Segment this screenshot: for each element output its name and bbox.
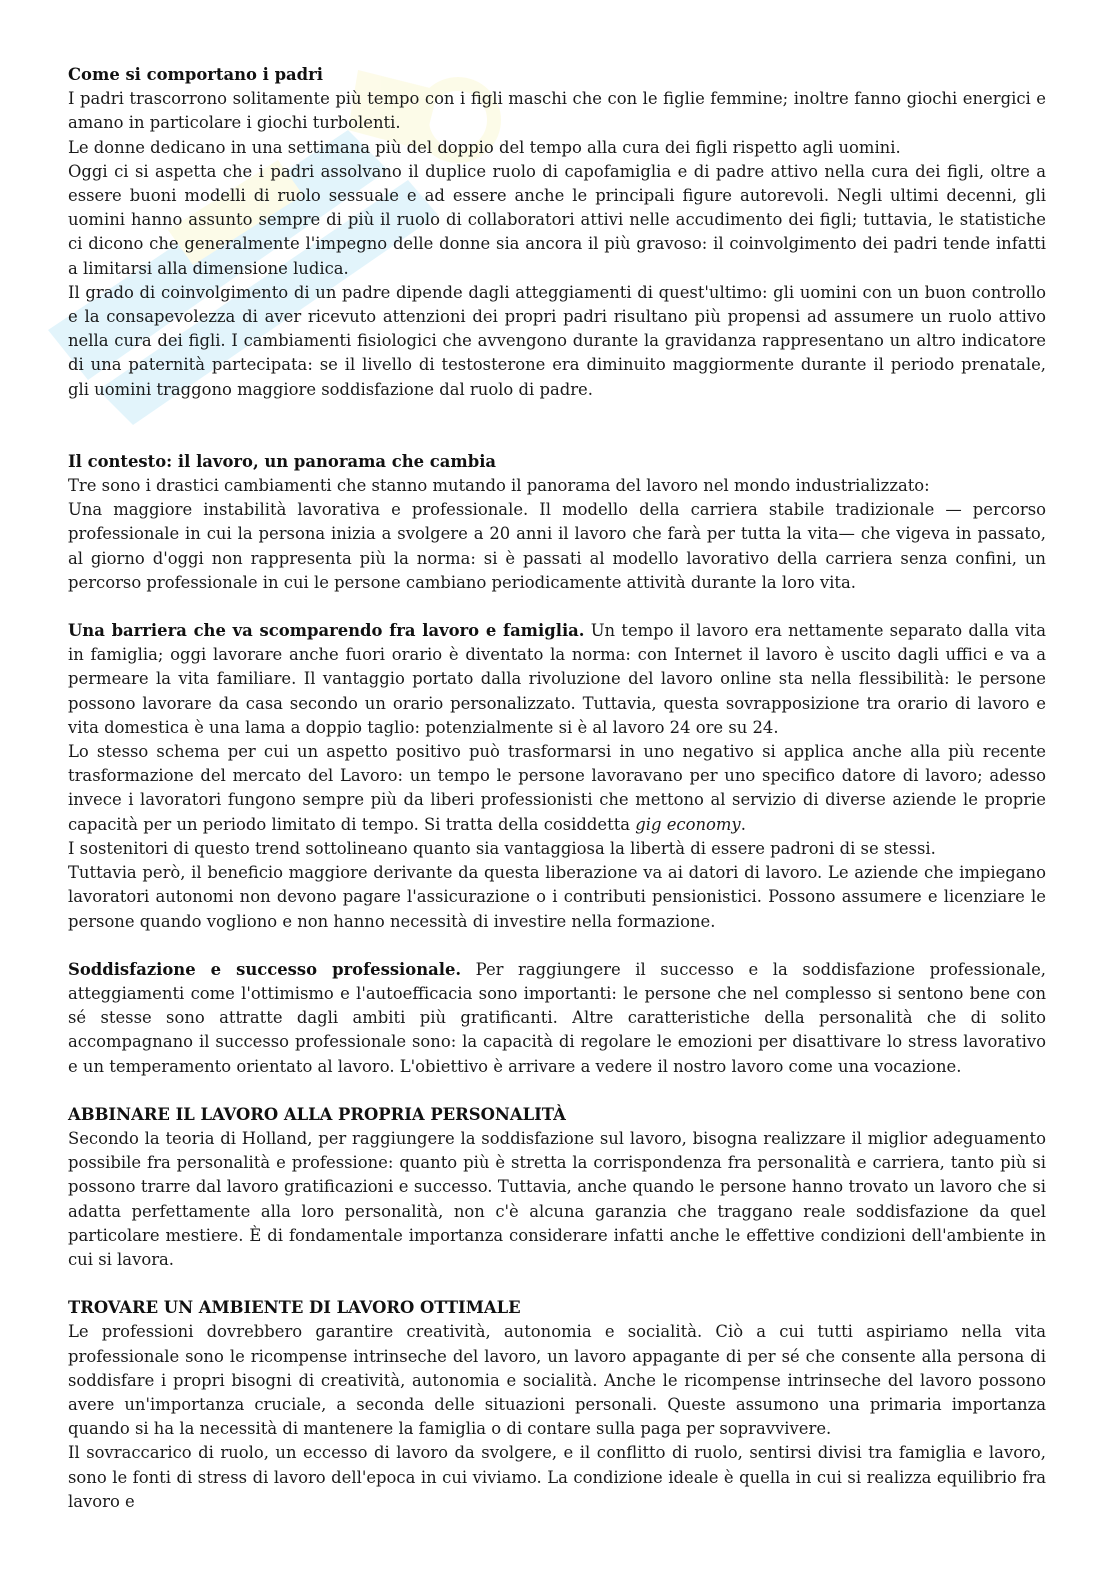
paragraph-text: Per raggiungere il successo e la soddisfazione professionale, atteggiamenti come l'ottimismo e l'autoefficacia sono importanti: le persone che nel complesso si sentono bene con sé stesse sono attratte dagli ambiti più gratificanti. Altre caratteristiche della personalità che di solito accompagnano il successo professionale sono: la capacità di regolare le emozioni per disattivare lo stress lavorativo e un temperamento orientato al lavoro. L'obiettivo è arrivare a vedere il nostro lavoro come una vocazione.	[68, 959, 1046, 1076]
section-title-padri: Come si comportano i padri	[68, 65, 323, 84]
lead-barriera: Una barriera che va scomparendo fra lavoro e famiglia.	[68, 621, 585, 641]
spacer	[68, 934, 1046, 958]
spacer	[68, 1079, 1046, 1103]
paragraph: Una maggiore instabilità lavorativa e professionale. Il modello della carriera stabile tradizionale — percorso professionale in cui la persona inizia a svolgere a 20 anni il lavoro che farà per tutta la vita— che vigeva in passato, al giorno d'oggi non rappresenta più la norma: si è passati al modello lavorativo della carriera senza confini, un percorso professionale in cui le persone cambiano periodicamente attività durante la loro vita.	[68, 500, 1046, 592]
paragraph-gig-economy	[68, 740, 1046, 837]
paragraph: Secondo la teoria di Holland, per raggiungere la soddisfazione sul lavoro, bisogna realizzare il miglior adeguamento possibile fra personalità e professione: quanto più è stretta la corrispondenza fra personalità e carriera, tanto più si possono trarre dal lavoro gratificazioni e successo. Tuttavia, anche quando le persone hanno trovato un lavoro che si adatta perfettamente alla loro personalità, non c'è alcuna garanzia che traggano reale soddisfazione da quel particolare mestiere. È di fondamentale importanza considerare infatti anche le effettive condizioni dell'ambiente in cui si lavora.	[68, 1128, 1046, 1269]
spacer	[68, 1272, 1046, 1296]
section-title-contesto: Il contesto: il lavoro, un panorama che cambia	[68, 451, 497, 471]
spacer	[68, 402, 1046, 450]
paragraph-text: .	[740, 814, 746, 834]
document-body	[68, 63, 1046, 1514]
paragraph: Le professioni dovrebbero garantire creatività, autonomia e socialità. Ciò a cui tutti aspiriamo nella vita professionale sono le ricompense intrinseche del lavoro, un lavoro appagante di per sé che consente alla persona di soddisfare i propri bisogni di creatività, autonomia e socialità. Anche le ricompense intrinseche del lavoro possono avere un'importanza cruciale, a seconda delle situazioni personali. Queste assumono una primaria importanza quando si ha la necessità di mantenere la famiglia o di contare sulla paga per sopravvivere.	[68, 1322, 1046, 1439]
paragraph: Le donne dedicano in una settimana più del doppio del tempo alla cura dei figli rispetto agli uomini.	[68, 137, 901, 157]
lead-soddisfazione: Soddisfazione e successo professionale.	[68, 959, 462, 979]
spacer	[68, 595, 1046, 619]
paragraph-text: Lo stesso schema per cui un aspetto positivo può trasformarsi in uno negativo si applica anche alla più recente trasformazione del mercato del Lavoro: un tempo le persone lavoravano per uno specifico datore di lavoro; adesso invece i lavoratori fungono sempre più da liberi professionisti che mettono al servizio di diverse aziende le proprie capacità per un periodo limitato di tempo. Si tratta della cosiddetta	[68, 742, 1046, 834]
paragraph-soddisfazione	[68, 958, 1046, 1079]
paragraph: I padri trascorrono solitamente più tempo con i figli maschi che con le figlie femmine; inoltre fanno giochi energici e amano in particolare i giochi turbolenti.	[68, 89, 1046, 133]
paragraph: I sostenitori di questo trend sottolineano quanto sia vantaggiosa la libertà di essere padroni di se stessi.	[68, 838, 936, 858]
paragraph: Tre sono i drastici cambiamenti che stanno mutando il panorama del lavoro nel mondo industrializzato:	[68, 476, 930, 496]
section-title-ambiente: TROVARE UN AMBIENTE DI LAVORO OTTIMALE	[68, 1298, 521, 1318]
paragraph-barriera	[68, 619, 1046, 740]
paragraph: Il grado di coinvolgimento di un padre dipende dagli atteggiamenti di quest'ultimo: gli uomini con un buon controllo e la consapevolezza di aver ricevuto attenzioni dei propri padri risultano più propensi ad assumere un ruolo attivo nella cura dei figli. I cambiamenti fisiologici che avvengono durante la gravidanza rappresentano un altro indicatore di una paternità partecipata: se il livello di testosterone era diminuito maggiormente durante il periodo prenatale, gli uomini traggono maggiore soddisfazione dal ruolo di padre.	[68, 282, 1046, 399]
paragraph: Tuttavia però, il beneficio maggiore derivante da questa liberazione va ai datori di lavoro. Le aziende che impiegano lavoratori autonomi non devono pagare l'assicurazione o i contributi pensionistici. Possono assumere e licenziare le persone quando vogliono e non hanno necessità di investire nella formazione.	[68, 863, 1046, 931]
section-title-abbinare: ABBINARE IL LAVORO ALLA PROPRIA PERSONALITÀ	[68, 1104, 566, 1124]
paragraph: Oggi ci si aspetta che i padri assolvano il duplice ruolo di capofamiglia e di padre attivo nella cura dei figli, oltre a essere buoni modelli di ruolo sessuale e ad essere anche le principali figure autorevoli. Negli ultimi decenni, gli uomini hanno assunto sempre di più il ruolo di collaboratori attivi nelle accudimento dei figli; tuttavia, le statistiche ci dicono che generalmente l'impegno delle donne sia ancora il più gravoso: il coinvolgimento dei padri tende infatti a limitarsi alla dimensione ludica.	[68, 161, 1046, 278]
italic-term: gig economy	[635, 814, 741, 834]
paragraph-text: Un tempo il lavoro era nettamente separato dalla vita in famiglia; oggi lavorare anche fuori orario è diventato la norma: con Internet il lavoro è uscito dagli uffici e va a permeare la vita familiare. Il vantaggio portato dalla rivoluzione del lavoro online sta nella flessibilità: le persone possono lavorare da casa secondo un orario personalizzato. Tuttavia, questa sovrapposizione tra orario di lavoro e vita domestica è una lama a doppio taglio: potenzialmente si è al lavoro 24 ore su 24.	[68, 621, 1046, 737]
paragraph: Il sovraccarico di ruolo, un eccesso di lavoro da svolgere, e il conflitto di ruolo, sentirsi divisi tra famiglia e lavoro, sono le fonti di stress di lavoro dell'epoca in cui viviamo. La condizione ideale è quella in cui si realizza equilibrio fra lavoro e	[68, 1443, 1046, 1511]
